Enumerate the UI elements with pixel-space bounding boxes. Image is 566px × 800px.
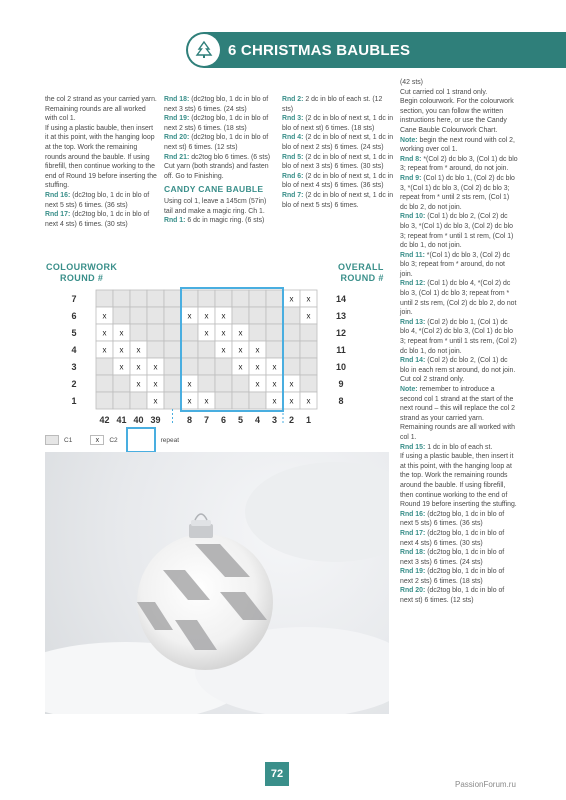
instruction-text: (dc2tog blo, 1 dc in blo of next 4 sts) 6 times. (30 sts) xyxy=(400,529,505,547)
instruction-text: 6 dc in magic ring. (6 sts) xyxy=(185,217,265,225)
instruction-paragraph xyxy=(400,385,518,443)
instruction-paragraph xyxy=(400,375,518,385)
c2-swatch xyxy=(90,435,104,445)
instruction-paragraph xyxy=(400,78,518,88)
round-label: Rnd 14: xyxy=(400,357,426,365)
instruction-paragraph xyxy=(164,153,276,163)
instruction-text: Using col 1, leave a 145cm (57in) tail and make a magic ring. Ch 1. xyxy=(164,197,267,215)
round-label: Rnd 19: xyxy=(164,115,190,123)
instruction-paragraph xyxy=(282,133,394,152)
instruction-paragraph xyxy=(400,529,518,548)
chart-cell xyxy=(164,307,181,324)
instruction-text: (dc2tog blo, 1 dc in blo of next st) 6 times. (12 sts) xyxy=(400,587,505,605)
instruction-text: (dc2tog blo, 1 dc in blo of next 3 sts) 6 times. (24 sts) xyxy=(400,549,505,566)
right-round-number: 13 xyxy=(335,311,347,321)
text-column-2 xyxy=(164,95,276,226)
chart-cell xyxy=(215,358,232,375)
page-number: 72 xyxy=(265,762,289,786)
round-label: Rnd 4: xyxy=(282,134,304,142)
chart-cell xyxy=(283,341,300,358)
instruction-paragraph xyxy=(164,162,276,181)
instruction-paragraph xyxy=(400,136,518,155)
text-column-4 xyxy=(400,78,518,606)
chart-mark: x xyxy=(289,294,294,304)
instruction-paragraph xyxy=(282,153,394,172)
overall-round-heading: OVERALL ROUND # xyxy=(338,262,384,283)
instruction-text: *(Col 1) dc blo 3, (Col 2) dc blo 3; repeat from * around, do not join. xyxy=(400,251,510,278)
chart-mark: x xyxy=(221,345,226,355)
instruction-paragraph xyxy=(45,124,157,191)
chart-cell xyxy=(249,307,266,324)
instruction-text: *(Col 2) dc blo 3, (Col 1) dc blo 3; repeat from * around, do not join. xyxy=(400,155,518,173)
instruction-paragraph xyxy=(400,510,518,529)
right-round-number: 8 xyxy=(338,396,344,406)
instruction-paragraph xyxy=(45,191,157,210)
text-column-1 xyxy=(45,95,157,229)
chart-mark: x xyxy=(204,311,209,321)
round-label: Rnd 15: xyxy=(400,443,426,451)
left-round-number: 4 xyxy=(71,345,77,355)
chart-cell xyxy=(164,392,181,409)
chart-mark: x xyxy=(119,362,124,372)
chart-mark: x xyxy=(119,328,124,338)
chart-cell xyxy=(249,392,266,409)
chart-cell xyxy=(113,290,130,307)
instruction-paragraph xyxy=(164,133,276,152)
bauble-photo xyxy=(45,452,389,714)
chart-mark: x xyxy=(153,396,158,406)
chart-cell xyxy=(232,392,249,409)
round-label: Rnd 16: xyxy=(400,510,426,518)
chart-cell xyxy=(96,358,113,375)
round-label: Rnd 3: xyxy=(282,115,304,123)
instruction-text: Begin colourwork. For the colourwork section, you can follow the written instructions here, or use the Candy Cane Bauble Colourwork Chart. xyxy=(400,98,514,134)
instruction-paragraph xyxy=(164,114,276,133)
chart-mark: x xyxy=(102,328,107,338)
chart-cell xyxy=(113,375,130,392)
column-number: 2 xyxy=(288,415,295,425)
instruction-text: (42 sts) xyxy=(400,79,423,86)
text-column-3 xyxy=(282,95,394,210)
chart-mark: x xyxy=(102,311,107,321)
chart-cell xyxy=(181,290,198,307)
chart-mark: x xyxy=(238,362,243,372)
round-label: Rnd 6: xyxy=(282,172,304,180)
chart-cell xyxy=(96,392,113,409)
column-number: 4 xyxy=(254,415,261,425)
chart-cell xyxy=(113,392,130,409)
right-round-number: 11 xyxy=(336,345,346,355)
column-number: 3 xyxy=(271,415,278,425)
chart-cell xyxy=(215,392,232,409)
right-round-number: 10 xyxy=(335,362,347,372)
chart-mark: x xyxy=(255,379,260,389)
chart-cell xyxy=(300,324,317,341)
instruction-text: (dc2tog blo, 1 dc in blo of next 2 sts) 6 times. (18 sts) xyxy=(164,115,269,132)
chart-cell xyxy=(283,358,300,375)
chart-cell xyxy=(147,341,164,358)
chart-cell xyxy=(113,307,130,324)
c2-mark: x xyxy=(95,436,100,444)
instruction-text: If using a plastic bauble, then insert it at this point, with the hanging loop at the top. Work the remaining rounds around the bauble. If using fibrefill, then continue working to the end of Round 19 before inserting the stuffing. xyxy=(400,453,517,509)
c1-swatch xyxy=(45,435,59,445)
chart-cell xyxy=(147,290,164,307)
instruction-text: the col 2 strand as your carried yarn. Remaining rounds are all worked with col 1. xyxy=(45,96,157,123)
instruction-text: (Col 2) dc blo 2, (Col 1) dc blo in each rem st around, do not join. xyxy=(400,357,516,374)
instruction-paragraph xyxy=(164,216,276,226)
note-label: Note: xyxy=(400,136,418,144)
column-number: 42 xyxy=(99,415,110,425)
instruction-text: Cut carried col 1 strand only. xyxy=(400,88,488,96)
chart-cell xyxy=(130,307,147,324)
repeat-label: repeat xyxy=(160,436,180,444)
instruction-text: Cut yarn (both strands) and fasten off. Go to Finishing. xyxy=(164,163,269,180)
left-round-number: 2 xyxy=(71,379,77,389)
instruction-text: (2 dc in blo of next st, 1 dc in blo of next 4 sts) 6 times. (36 sts) xyxy=(282,172,394,190)
instruction-paragraph xyxy=(400,443,518,453)
colourwork-round-heading: COLOURWORK ROUND # xyxy=(46,262,118,283)
chart-mark: x xyxy=(119,345,124,355)
chart-cell xyxy=(181,358,198,375)
column-number: 8 xyxy=(186,415,193,425)
instruction-paragraph xyxy=(164,197,276,216)
round-label: Rnd 21: xyxy=(164,153,190,161)
round-label: Rnd 17: xyxy=(45,211,71,219)
instruction-text: begin the next round with col 2, working over col 1. xyxy=(400,136,515,154)
left-round-number: 5 xyxy=(71,328,77,338)
chart-mark: x xyxy=(153,379,158,389)
chart-mark: x xyxy=(272,362,277,372)
chart-cell xyxy=(164,375,181,392)
chart-mark: x xyxy=(238,345,243,355)
chart-mark: x xyxy=(187,311,192,321)
chart-mark: x xyxy=(136,379,141,389)
chart-mark: x xyxy=(255,345,260,355)
instruction-text: 1 dc in blo of each st. xyxy=(425,443,493,451)
chart-mark: x xyxy=(272,379,277,389)
c1-label: C1 xyxy=(64,436,73,444)
instruction-text: (dc2tog blo, 1 dc in blo of next st) 6 times. (12 sts) xyxy=(164,134,269,151)
column-number: 39 xyxy=(150,415,161,425)
round-label: Rnd 9: xyxy=(400,174,422,182)
instruction-text: Cut col 2 strand only. xyxy=(400,376,465,384)
column-number: 5 xyxy=(237,415,244,425)
left-round-number: 7 xyxy=(71,294,77,304)
chart-mark: x xyxy=(187,396,192,406)
watermark: PassionForum.ru xyxy=(455,780,516,789)
instruction-text: 2 dc in blo of each st. (12 sts) xyxy=(282,96,383,113)
chart-mark: x xyxy=(238,328,243,338)
chart-cell xyxy=(266,307,283,324)
chart-cell xyxy=(130,392,147,409)
chart-cell xyxy=(215,290,232,307)
column-number: 6 xyxy=(220,415,227,425)
instruction-text: (2 dc in blo of next st, 1 dc in blo of next 3 sts) 6 times. (30 sts) xyxy=(282,153,394,171)
instruction-text: (dc2tog blo, 1 dc in blo of next 4 sts) 6 times. (30 sts) xyxy=(45,211,150,228)
chart-mark: x xyxy=(136,345,141,355)
chart-mark: x xyxy=(204,328,209,338)
chart-mark: x xyxy=(255,362,260,372)
tree-icon xyxy=(188,34,220,66)
colourwork-chart xyxy=(40,280,390,425)
instruction-text: (2 dc in blo of next st, 1 dc in blo of next st) 6 times. (18 sts) xyxy=(282,115,394,132)
chart-cell xyxy=(164,341,181,358)
chart-cell xyxy=(164,358,181,375)
chart-mark: x xyxy=(306,311,311,321)
column-number: 7 xyxy=(203,415,210,425)
chart-cell xyxy=(232,307,249,324)
round-label: Rnd 18: xyxy=(164,96,190,103)
instruction-paragraph xyxy=(400,88,518,98)
round-label: Rnd 12: xyxy=(400,280,426,288)
round-label: Rnd 8: xyxy=(400,155,422,163)
instruction-paragraph xyxy=(400,548,518,567)
chart-cell xyxy=(164,324,181,341)
chart-legend xyxy=(45,427,179,453)
instruction-paragraph xyxy=(400,174,518,212)
instruction-paragraph xyxy=(282,172,394,191)
round-label: Rnd 10: xyxy=(400,213,426,221)
chart-cell xyxy=(147,307,164,324)
round-label: Rnd 19: xyxy=(400,568,426,576)
instruction-text: remember to introduce a second col 1 strand at the start of the next round – this will replace the col 2 strand as your carried yarn. Remaining rounds are all worked with col 1. xyxy=(400,386,515,441)
chart-mark: x xyxy=(289,396,294,406)
chart-cell xyxy=(198,290,215,307)
instruction-paragraph xyxy=(164,95,276,114)
chart-cell xyxy=(198,358,215,375)
instruction-text: (2 dc in blo of next st, 1 dc in blo of next 5 sts) 6 times. xyxy=(282,191,394,209)
right-round-number: 14 xyxy=(335,294,347,304)
round-label: Rnd 20: xyxy=(400,587,426,595)
chart-cell xyxy=(283,307,300,324)
round-label: Rnd 5: xyxy=(282,153,304,161)
subheading: CANDY CANE BAUBLE xyxy=(164,184,264,195)
chart-cell xyxy=(232,290,249,307)
chart-cell xyxy=(96,375,113,392)
chart-cell xyxy=(130,290,147,307)
note-label: Note: xyxy=(400,386,418,393)
chart-cell xyxy=(164,290,181,307)
round-label: Rnd 16: xyxy=(45,191,71,199)
instruction-text: (dc2tog blo, 1 dc in blo of next 3 sts) 6 times. (24 sts) xyxy=(164,96,269,113)
chart-cell xyxy=(300,375,317,392)
chart-mark: x xyxy=(306,294,311,304)
chart-mark: x xyxy=(221,311,226,321)
column-number: 1 xyxy=(305,415,312,425)
chart-mark: x xyxy=(272,396,277,406)
chart-cell xyxy=(198,375,215,392)
instruction-paragraph xyxy=(400,318,518,356)
instruction-text: (Col 1) dc blo 1, (Col 2) dc blo 3, *(Col 1) dc blo 3, (Col 2) dc blo 3; repeat from * until 2 sts rem, (Col 1) dc blo 2, do not join. xyxy=(400,174,515,211)
repeat-swatch xyxy=(126,427,156,453)
left-round-number: 1 xyxy=(71,396,77,406)
instruction-paragraph xyxy=(400,356,518,375)
instruction-paragraph xyxy=(400,452,518,510)
instruction-text: (Col 2) dc blo 1, (Col 1) dc blo 4, *(Col 2) dc blo 3, (Col 1) dc blo 3; repeat from * until 1 sts rem, (Col 2) dc blo 1, do not join. xyxy=(400,318,517,355)
chart-cell xyxy=(266,324,283,341)
instruction-paragraph xyxy=(400,586,518,605)
right-round-number: 12 xyxy=(335,328,347,338)
instruction-paragraph xyxy=(400,279,518,317)
left-round-number: 3 xyxy=(71,362,77,372)
chart-mark: x xyxy=(102,345,107,355)
instruction-paragraph xyxy=(45,210,157,229)
chart-cell xyxy=(266,341,283,358)
instruction-paragraph xyxy=(282,114,394,133)
round-label: Rnd 18: xyxy=(400,549,426,557)
column-number: 40 xyxy=(133,415,144,425)
instruction-text: (dc2tog blo, 1 dc in blo of next 5 sts) 6 times. (36 sts) xyxy=(45,191,150,209)
c2-label: C2 xyxy=(109,436,118,444)
chart-cell xyxy=(181,341,198,358)
chart-cell xyxy=(198,341,215,358)
round-label: Rnd 7: xyxy=(282,191,304,199)
chart-mark: x xyxy=(153,362,158,372)
round-label: Rnd 1: xyxy=(164,217,186,225)
round-label: Rnd 2: xyxy=(282,96,304,103)
chart-cell xyxy=(249,324,266,341)
instruction-paragraph xyxy=(400,212,518,250)
chart-mark: x xyxy=(306,396,311,406)
chart-cell xyxy=(249,290,266,307)
instruction-paragraph xyxy=(282,191,394,210)
chart-cell xyxy=(215,375,232,392)
chart-cell xyxy=(147,324,164,341)
chart-mark: x xyxy=(221,328,226,338)
chart-cell xyxy=(266,290,283,307)
instruction-text: (dc2tog blo, 1 dc in blo of next 5 sts) 6 times. (36 sts) xyxy=(400,510,505,528)
round-label: Rnd 17: xyxy=(400,529,426,537)
round-label: Rnd 11: xyxy=(400,251,425,259)
chart-cell xyxy=(181,324,198,341)
left-round-number: 6 xyxy=(71,311,77,321)
chart-cell xyxy=(283,324,300,341)
instruction-text: (2 dc in blo of next st, 1 dc in blo of next 2 sts) 6 times. (24 sts) xyxy=(282,134,394,151)
instruction-text: If using a plastic bauble, then insert it at this point, with the hanging loop at the top. Work the remaining rounds around the bauble. If using fibrefill, then continue working to the end of Round 19 before inserting the stuffing. xyxy=(45,124,157,190)
chart-cell xyxy=(300,358,317,375)
instruction-paragraph xyxy=(400,567,518,586)
column-number: 41 xyxy=(116,415,127,425)
chart-cell xyxy=(300,341,317,358)
round-label: Rnd 20: xyxy=(164,134,190,142)
round-label: Rnd 13: xyxy=(400,318,426,326)
instruction-paragraph xyxy=(400,155,518,174)
instruction-paragraph xyxy=(400,97,518,135)
chart-cell xyxy=(96,290,113,307)
chart-mark: x xyxy=(187,379,192,389)
instruction-paragraph xyxy=(45,95,157,124)
chart-mark: x xyxy=(136,362,141,372)
instruction-text: (dc2tog blo, 1 dc in blo of next 2 sts) 6 times. (18 sts) xyxy=(400,568,505,585)
chart-cell xyxy=(232,375,249,392)
right-round-number: 9 xyxy=(338,379,344,389)
instruction-text: (Col 1) dc blo 2, (Col 2) dc blo 3, *(Col 1) dc blo 3, (Col 2) dc blo 3; repeat from * until 1 st rem, (Col 1) dc blo 1, do not join. xyxy=(400,213,514,250)
instruction-paragraph xyxy=(282,95,394,114)
instruction-paragraph xyxy=(400,251,518,280)
section-header xyxy=(186,32,566,68)
chart-cell xyxy=(130,324,147,341)
chart-mark: x xyxy=(289,379,294,389)
instruction-text: dc2tog blo 6 times. (6 sts) xyxy=(189,153,271,161)
instruction-text: (Col 1) dc blo 4, *(Col 2) dc blo 3, (Col 1) dc blo 3; repeat from * until 2 sts rem, (Col 2) dc blo 2, do not join. xyxy=(400,280,517,317)
chart-mark: x xyxy=(204,396,209,406)
section-title: 6 CHRISTMAS BAUBLES xyxy=(228,41,411,59)
